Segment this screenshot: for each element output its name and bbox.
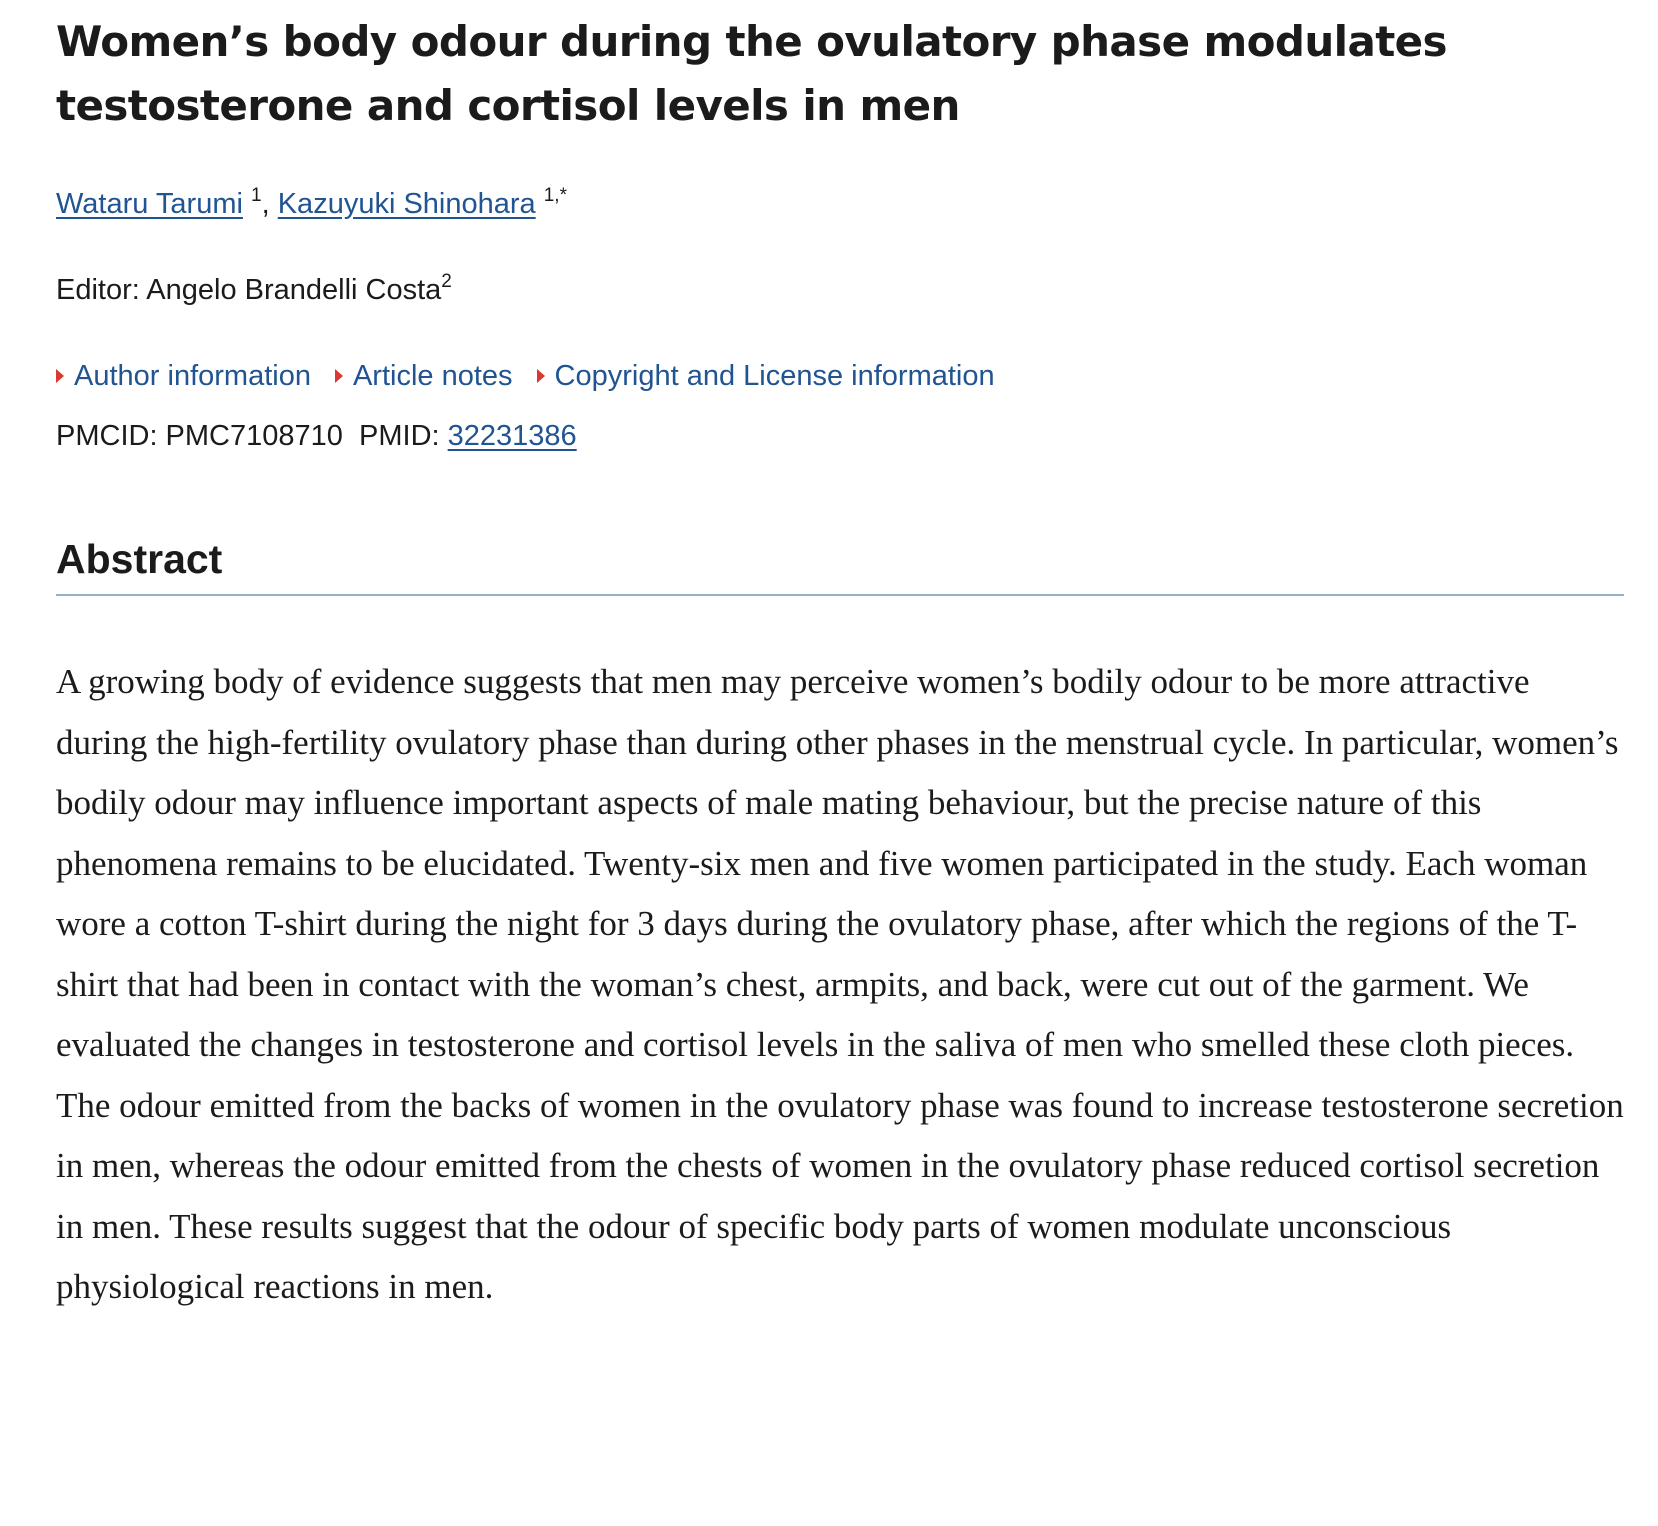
editor-line [56,270,1624,310]
author-affiliation-tarumi: 1 [251,185,262,206]
article-page [56,0,1624,1353]
author-link-tarumi[interactable]: Wataru Tarumi [56,188,243,220]
abstract-text: A growing body of evidence suggests that men may perceive women’s bodily odour to be more attractive during the high-fertility ovulatory phase than during other phases in the menstrual cycle. In particular, women’s bodily odour may influence important aspects of male mating behaviour, but the precise nature of this phenomena remains to be elucidated. Twenty-six men and five women participated in the study. Each woman wore a cotton T-shirt during the night for 3 days during the ovulatory phase, after which the regions of the T-shirt that had been in contact with the woman’s chest, armpits, and back, were cut out of the garment. We evaluated the changes in testosterone and cortisol levels in the saliva of men who smelled these cloth pieces. The odour emitted from the backs of women in the ovulatory phase was found to increase testosterone secretion in men, whereas the odour emitted from the chests of women in the ovulatory phase reduced cortisol secretion in men. These results suggest that the odour of specific body parts of women modulate unconscious physiological reactions in men. [56,662,1624,1306]
author-affiliation-shinohara: 1,* [543,185,567,206]
editor-name: Editor: Angelo Brandelli Costa [56,274,442,306]
author-information-label: Author information [74,360,311,392]
article-ids [56,416,1624,456]
article-title: Women’s body odour during the ovulatory phase modulates testosterone and cortisol levels in men [56,17,1447,130]
pmid-label: PMID: [359,420,440,452]
article-notes-toggle[interactable] [335,356,513,396]
author-list [56,184,1624,224]
copyright-label: Copyright and License information [554,360,995,392]
pmcid: PMCID: PMC7108710 [56,420,343,452]
caret-right-icon [335,369,343,383]
author-link-shinohara[interactable]: Kazuyuki Shinohara [277,188,536,220]
author-information-toggle[interactable] [56,356,311,396]
caret-right-icon [56,369,64,383]
caret-right-icon [537,369,545,383]
pmid-link[interactable]: 32231386 [447,420,577,452]
article-notes-label: Article notes [352,360,513,392]
info-toggles [56,356,1624,396]
author-separator: , [261,188,278,220]
abstract-heading: Abstract [56,534,1624,596]
editor-affiliation: 2 [441,271,452,292]
copyright-toggle[interactable] [537,356,995,396]
